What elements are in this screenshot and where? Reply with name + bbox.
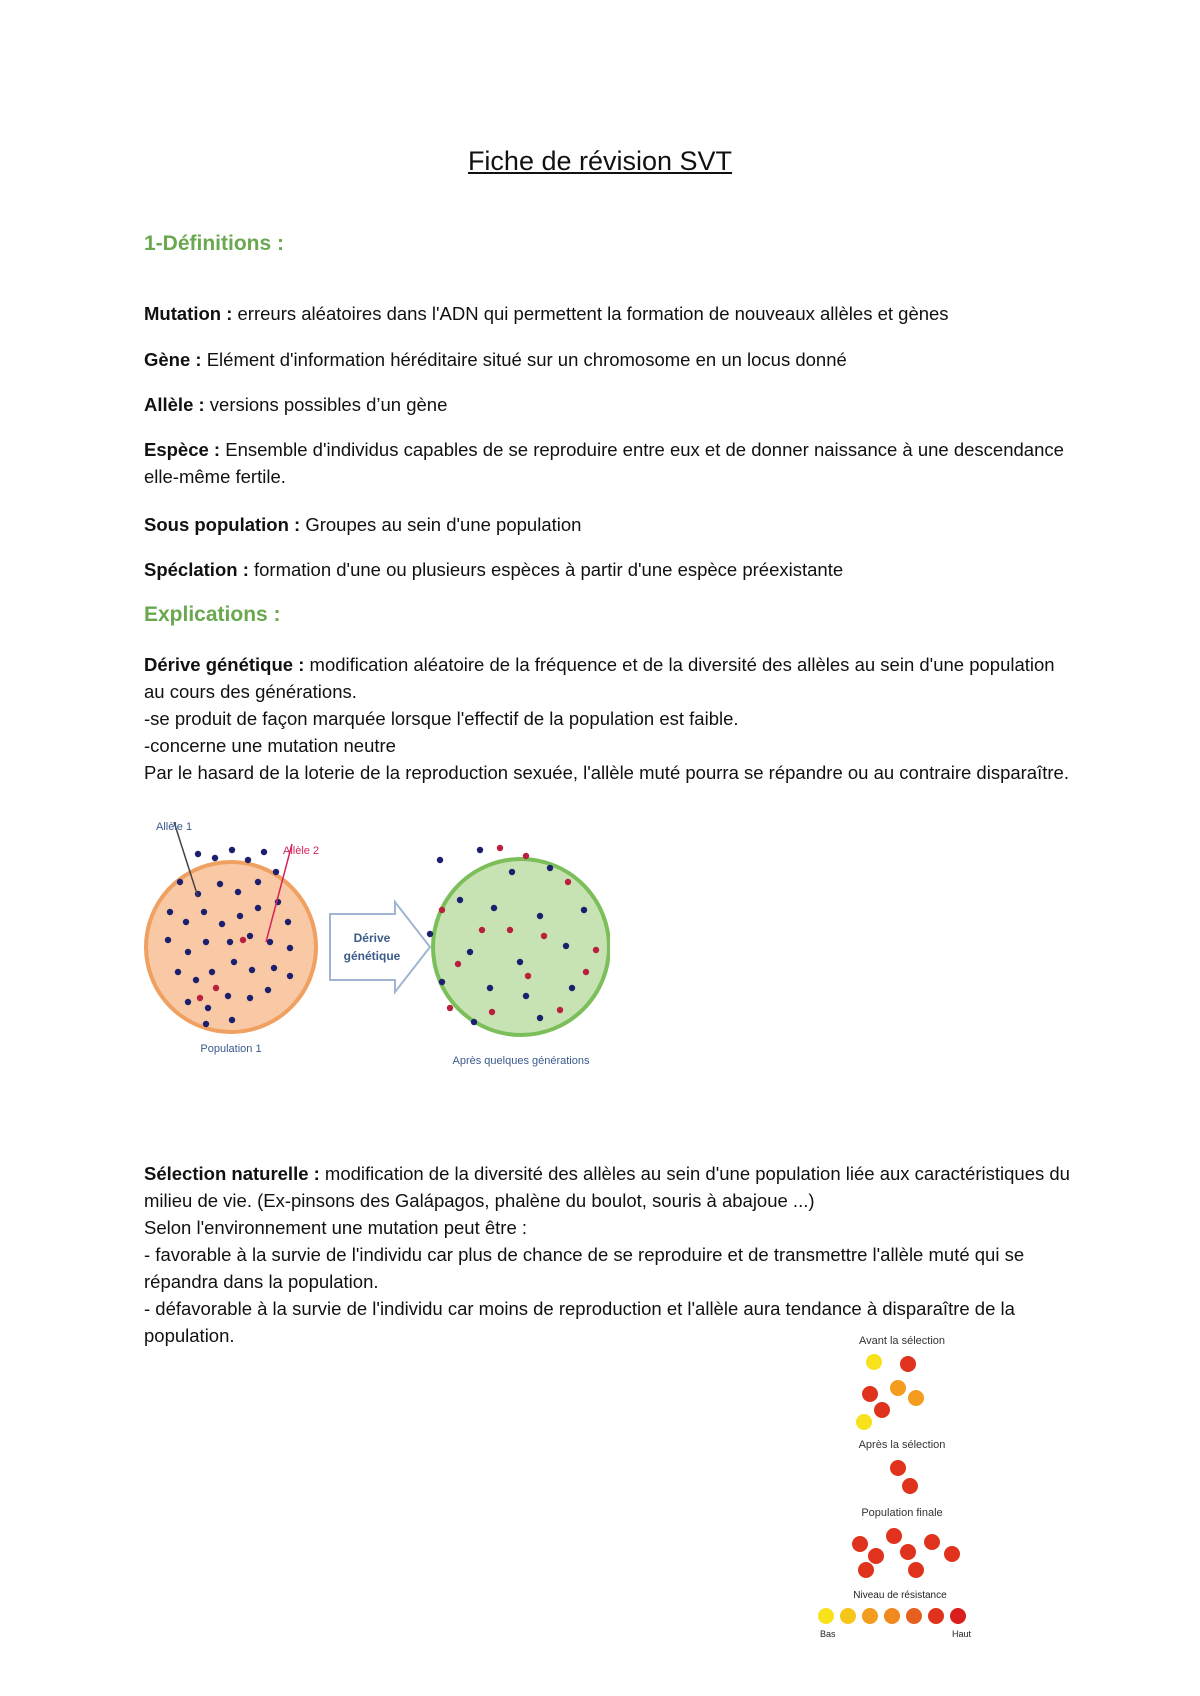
- avant-selection-label: Avant la sélection: [858, 1335, 946, 1347]
- definition-text: Elément d'information héréditaire situé sur un chromosome en un locus donné: [201, 349, 847, 370]
- allele-1-dot: [581, 907, 587, 913]
- allele-1-dot: [227, 939, 233, 945]
- allele-2-dot: [497, 845, 503, 851]
- resistance-level-dot: [950, 1608, 966, 1624]
- definition-text: erreurs aléatoires dans l'ADN qui permettent la formation de nouveaux allèles et gènes: [232, 303, 949, 324]
- scale-low-label: Bas: [820, 1629, 836, 1639]
- paragraph-term: Sélection naturelle :: [144, 1163, 320, 1184]
- allele-2-dot: [439, 907, 445, 913]
- allele-1-dot: [245, 857, 251, 863]
- allele-1-dot: [217, 881, 223, 887]
- definition-speciation: [144, 556, 1074, 583]
- selection-individual: [908, 1562, 924, 1578]
- allele-2-dot: [525, 973, 531, 979]
- paragraph-text: modification aléatoire de la fréquence et de la diversité des allèles au sein d'une population au cours des générations.: [144, 654, 1055, 702]
- definition-text: Ensemble d'individus capables de se reproduire entre eux et de donner naissance à une descendance elle-même fertile.: [144, 439, 1064, 487]
- derive-arrow: [330, 902, 430, 992]
- allele-1-dot: [537, 1015, 543, 1021]
- allele-1-dot: [185, 999, 191, 1005]
- allele-1-dot: [229, 1017, 235, 1023]
- definition-term: Allèle :: [144, 394, 205, 415]
- allele-1-dot: [563, 943, 569, 949]
- apres-generations-label: Après quelques générations: [452, 1055, 590, 1067]
- allele-1-dot: [247, 933, 253, 939]
- resistance-level-dot: [928, 1608, 944, 1624]
- allele-1-dot: [467, 949, 473, 955]
- allele-1-dot: [201, 909, 207, 915]
- allele-1-dot: [219, 921, 225, 927]
- niveau-resistance-label: Niveau de résistance: [853, 1590, 947, 1601]
- allele-1-dot: [287, 973, 293, 979]
- definition-gene: [144, 346, 1074, 373]
- paragraph-line: - défavorable à la survie de l'individu car moins de reproduction et l'allèle aura tendance à disparaître de la population.: [144, 1298, 1015, 1346]
- resistance-level-dot: [840, 1608, 856, 1624]
- allele-1-dot: [537, 913, 543, 919]
- selection-individual: [908, 1390, 924, 1406]
- allele-1-dot: [225, 993, 231, 999]
- allele-1-dot: [183, 919, 189, 925]
- resistance-level-dot: [906, 1608, 922, 1624]
- selection-individual: [900, 1356, 916, 1372]
- population-finale-dots: [852, 1528, 960, 1578]
- paragraph-line: Par le hasard de la loterie de la reproduction sexuée, l'allèle muté pourra se répandre ou au contraire disparaître.: [144, 762, 1069, 783]
- allele-1-dot: [287, 945, 293, 951]
- population-finale-label: Population finale: [861, 1507, 943, 1519]
- allele-1-dot: [185, 949, 191, 955]
- paragraph-text: modification de la diversité des allèles au sein d'une population liée aux caractéristiques du milieu de vie. (Ex-pinsons des Galápagos, phalène du boulot, souris à abajoue ...): [144, 1163, 1070, 1211]
- allele-1-dot: [523, 993, 529, 999]
- paragraph-line: Selon l'environnement une mutation peut être :: [144, 1217, 528, 1238]
- allele-1-dot: [471, 1019, 477, 1025]
- scale-high-label: Haut: [952, 1629, 972, 1639]
- resistance-level-dot: [884, 1608, 900, 1624]
- allele-1-dot: [255, 905, 261, 911]
- allele-1-dot: [167, 909, 173, 915]
- avant-selection-dots: [856, 1354, 924, 1430]
- allele-1-dot: [477, 847, 483, 853]
- definition-term: Gène :: [144, 349, 202, 370]
- allele-1-label: Allèle 1: [156, 821, 193, 833]
- apres-selection-label: Après la sélection: [858, 1439, 946, 1451]
- allele-1-dot: [203, 1021, 209, 1027]
- allele-2-dot: [593, 947, 599, 953]
- allele-2-dot: [557, 1007, 563, 1013]
- allele-2-dot: [479, 927, 485, 933]
- paragraph-line: -se produit de façon marquée lorsque l'effectif de la population est faible.: [144, 708, 739, 729]
- section-heading-definitions: 1-Définitions :: [144, 232, 284, 255]
- selection-individual: [900, 1544, 916, 1560]
- definition-allele: [144, 391, 1074, 418]
- allele-1-dot: [273, 869, 279, 875]
- allele-1-dot: [547, 865, 553, 871]
- selection-individual: [852, 1536, 868, 1552]
- population-2-circle: [433, 859, 609, 1035]
- definition-term: Mutation :: [144, 303, 233, 324]
- allele-1-dot: [195, 851, 201, 857]
- allele-1-dot: [427, 931, 433, 937]
- allele-2-dot: [523, 853, 529, 859]
- definition-espece: [144, 436, 1074, 490]
- derive-arrow-label-1: Dérive: [353, 931, 391, 945]
- selection-individual: [890, 1380, 906, 1396]
- resistance-level-dot: [862, 1608, 878, 1624]
- allele-1-dot: [491, 905, 497, 911]
- definition-term: Espèce :: [144, 439, 221, 460]
- derive-arrow-label-2: génétique: [343, 949, 401, 963]
- allele-1-dot: [439, 979, 445, 985]
- selection-individual: [862, 1386, 878, 1402]
- allele-1-dot: [517, 959, 523, 965]
- paragraph-derive-genetique: [144, 651, 1074, 786]
- definition-text: versions possibles d’un gène: [204, 394, 448, 415]
- allele-1-dot: [209, 969, 215, 975]
- selection-individual: [890, 1460, 906, 1476]
- allele-1-dot: [285, 919, 291, 925]
- page-title: Fiche de révision SVT: [467, 146, 733, 176]
- definition-mutation: [144, 300, 1074, 327]
- allele-1-dot: [165, 937, 171, 943]
- definition-text: Groupes au sein d'une population: [300, 514, 582, 535]
- allele-2-dot: [197, 995, 203, 1001]
- definition-text: formation d'une ou plusieurs espèces à partir d'une espèce préexistante: [248, 559, 844, 580]
- selection-individual: [856, 1414, 872, 1430]
- allele-2-dot: [565, 879, 571, 885]
- resistance-level-dot: [818, 1608, 834, 1624]
- derive-genetique-figure: [140, 812, 610, 1072]
- allele-2-dot: [507, 927, 513, 933]
- paragraph-selection-naturelle: [144, 1160, 1074, 1349]
- allele-2-dot: [583, 969, 589, 975]
- selection-individual: [902, 1478, 918, 1494]
- allele-1-dot: [231, 959, 237, 965]
- section-heading-explications: Explications :: [144, 603, 281, 626]
- paragraph-term: Dérive génétique :: [144, 654, 305, 675]
- selection-individual: [868, 1548, 884, 1564]
- allele-1-dot: [205, 1005, 211, 1011]
- allele-1-dot: [255, 879, 261, 885]
- population-1-label: Population 1: [200, 1043, 262, 1055]
- allele-1-dot: [265, 987, 271, 993]
- selection-individual: [924, 1534, 940, 1550]
- selection-individual: [886, 1528, 902, 1544]
- allele-2-label: Allèle 2: [283, 845, 320, 857]
- allele-1-dot: [271, 965, 277, 971]
- allele-1-dot: [457, 897, 463, 903]
- allele-2-dot: [240, 937, 246, 943]
- allele-1-dot: [237, 913, 243, 919]
- allele-1-dot: [247, 995, 253, 1001]
- allele-1-dot: [235, 889, 241, 895]
- allele-2-dot: [447, 1005, 453, 1011]
- selection-individual: [858, 1562, 874, 1578]
- selection-individual: [866, 1354, 882, 1370]
- allele-1-dot: [437, 857, 443, 863]
- selection-naturelle-figure: [812, 1330, 992, 1640]
- selection-individual: [944, 1546, 960, 1562]
- allele-1-dot: [203, 939, 209, 945]
- selection-individual: [874, 1402, 890, 1418]
- definition-term: Sous population :: [144, 514, 301, 535]
- allele-2-dot: [213, 985, 219, 991]
- niveau-resistance-scale: [818, 1608, 966, 1624]
- allele-2-dot: [541, 933, 547, 939]
- allele-1-dot: [267, 939, 273, 945]
- allele-1-dot: [212, 855, 218, 861]
- apres-selection-dots: [890, 1460, 918, 1494]
- allele-1-dot: [175, 969, 181, 975]
- allele-1-dot: [229, 847, 235, 853]
- definition-term: Spéclation :: [144, 559, 249, 580]
- allele-1-dot: [509, 869, 515, 875]
- definition-sous-population: [144, 511, 1074, 538]
- allele-2-dot: [455, 961, 461, 967]
- allele-2-dot: [489, 1009, 495, 1015]
- paragraph-line: -concerne une mutation neutre: [144, 735, 396, 756]
- allele-1-dot: [487, 985, 493, 991]
- allele-1-dot: [261, 849, 267, 855]
- allele-1-dot: [569, 985, 575, 991]
- paragraph-line: - favorable à la survie de l'individu car plus de chance de se reproduire et de transmettre l'allèle muté qui se répandra dans la population.: [144, 1244, 1025, 1292]
- allele-1-dot: [249, 967, 255, 973]
- allele-1-dot: [193, 977, 199, 983]
- allele-1-dot: [177, 879, 183, 885]
